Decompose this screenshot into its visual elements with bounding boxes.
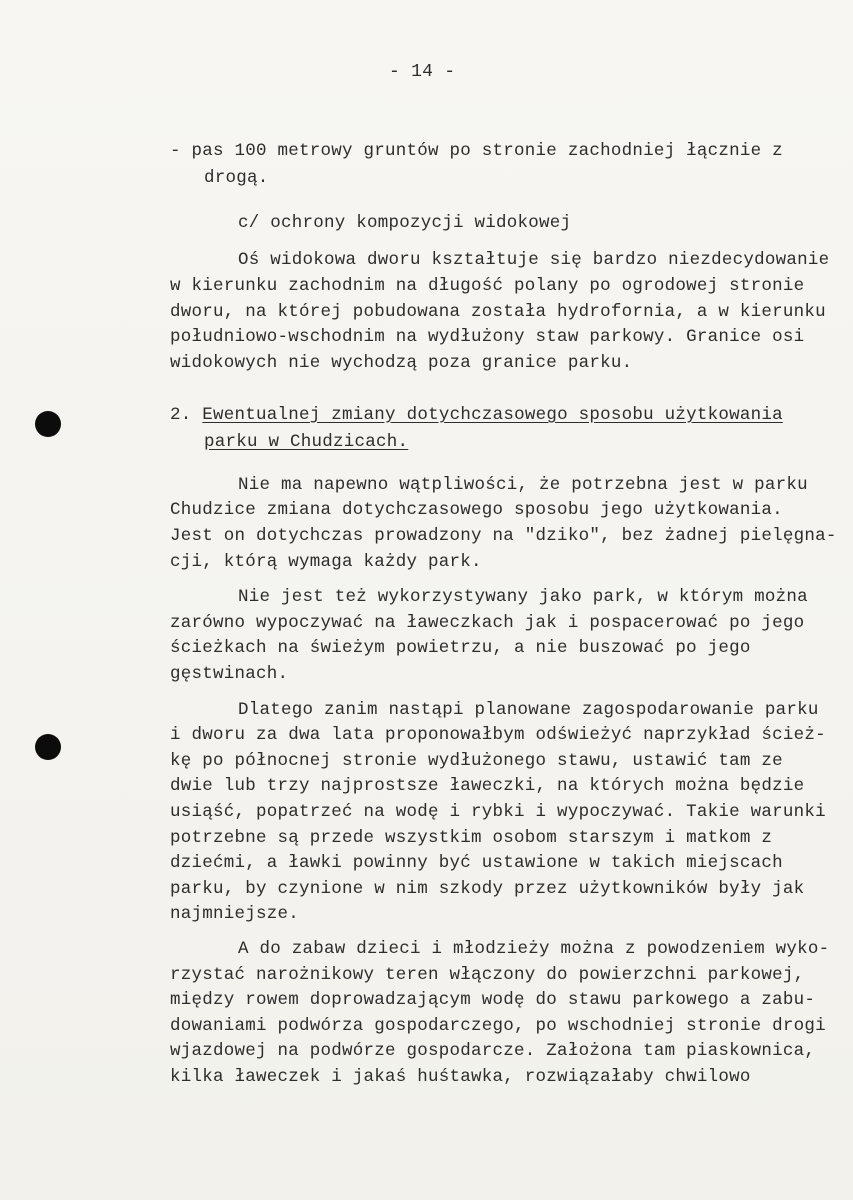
paragraph-line: Jest on dotychczas prowadzony na "dziko", bez żadnej pielęgna- [170, 526, 837, 546]
paragraph-line: cji, którą wymaga każdy park. [170, 552, 482, 572]
paragraph-line: i dworu za dwa lata proponowałbym odświeżyć naprzykład ścież- [170, 725, 826, 745]
paragraph-line: parku, by czynione w nim szkody przez użytkowników były jak [170, 879, 805, 899]
section-title-continued: parku w Chudzicach. [204, 432, 409, 452]
punch-hole [35, 734, 61, 760]
paragraph-line: Nie ma napewno wątpliwości, że potrzebna jest w parku [238, 475, 808, 495]
paragraph-line: dworu, na której pobudowana została hydrofornia, a w kierunku [170, 302, 826, 322]
paragraph-line: usiąść, popatrzeć na wodę i rybki i wypoczywać. Takie warunki [170, 802, 826, 822]
subsection-heading: c/ ochrony kompozycji widokowej [238, 213, 572, 233]
paragraph-line: najmniejsze. [170, 904, 300, 924]
page-number: - 14 - [389, 62, 456, 82]
bullet-line: drogą. [204, 168, 269, 188]
punch-hole [35, 411, 61, 437]
paragraph-line: dwie lub trzy najprostsze ławeczki, na których można będzie [170, 776, 805, 796]
paragraph-line: wjazdowej na podwórze gospodarcze. Założona tam piaskownica, [170, 1041, 816, 1061]
paragraph-line: w kierunku zachodnim na długość polany po ogrodowej stronie [170, 276, 805, 296]
paragraph-line: Chudzice zmiana dotychczasowego sposobu jego użytkowania. [170, 500, 783, 520]
paragraph-line: dziećmi, a ławki powinny być ustawione w takich miejscach [170, 853, 783, 873]
paragraph-line: zarówno wypoczywać na ławeczkach jak i pospacerować po jego [170, 613, 805, 633]
paragraph-line: ścieżkach na świeżym powietrzu, a nie buszować po jego [170, 638, 751, 658]
paragraph-line: Oś widokowa dworu kształtuje się bardzo niezdecydowanie [238, 250, 830, 270]
paragraph-line: rzystać narożnikowy teren włączony do powierzchni parkowej, [170, 965, 805, 985]
paragraph-line: potrzebne są przede wszystkim osobom starszym i matkom z [170, 828, 773, 848]
paragraph-line: widokowych nie wychodzą poza granice parku. [170, 353, 633, 373]
bullet-line: - pas 100 metrowy gruntów po stronie zachodniej łącznie z [170, 141, 783, 161]
paragraph-line: kilka ławeczek i jakaś huśtawka, rozwiązałaby chwilowo [170, 1067, 751, 1087]
section-number: 2. [170, 405, 192, 425]
paragraph-line: Dlatego zanim nastąpi planowane zagospodarowanie parku [238, 700, 819, 720]
paragraph-line: dowaniami podwórza gospodarczego, po wschodniej stronie drogi [170, 1016, 826, 1036]
paragraph-line: A do zabaw dzieci i młodzieży można z powodzeniem wyko- [238, 939, 830, 959]
paragraph-line: kę po północnej stronie wydłużonego stawu, ustawić tam ze [170, 751, 783, 771]
section-heading [170, 405, 783, 425]
section-title: Ewentualnej zmiany dotychczasowego sposobu użytkowania [202, 405, 783, 425]
paragraph-line: Nie jest też wykorzystywany jako park, w którym można [238, 587, 808, 607]
paragraph-line: między rowem doprowadzającym wodę do stawu parkowego a zabu- [170, 990, 816, 1010]
paragraph-line: południowo-wschodnim na wydłużony staw parkowy. Granice osi [170, 327, 805, 347]
paragraph-line: gęstwinach. [170, 664, 289, 684]
